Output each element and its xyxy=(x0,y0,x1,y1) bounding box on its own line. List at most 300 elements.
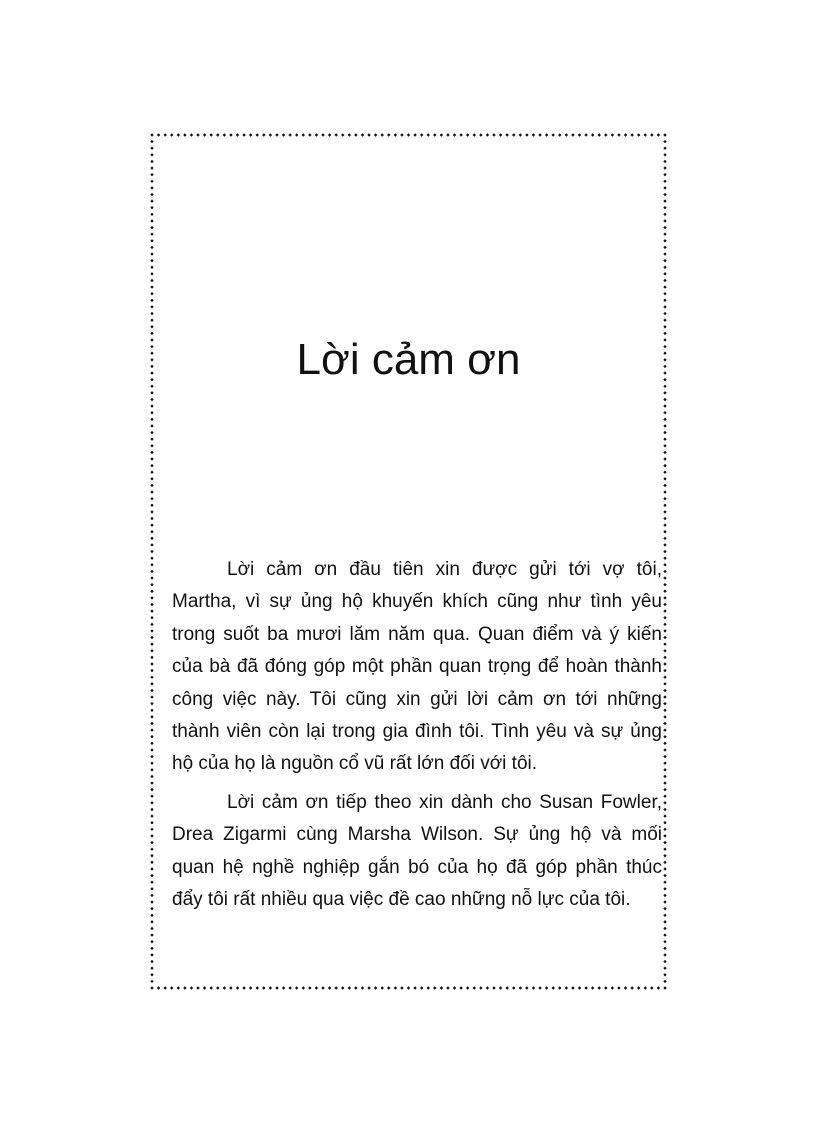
border-dot xyxy=(150,821,153,824)
border-dot xyxy=(150,239,153,242)
border-dot xyxy=(663,775,666,778)
border-dot xyxy=(663,206,666,209)
border-dot xyxy=(663,180,666,183)
border-dot xyxy=(150,550,153,553)
border-dot xyxy=(663,312,666,315)
border-dot xyxy=(663,457,666,460)
acknowledgement-text xyxy=(172,554,662,922)
border-dot xyxy=(663,854,666,857)
border-dot xyxy=(637,986,640,989)
border-dot xyxy=(663,199,666,202)
border-dot xyxy=(663,523,666,526)
border-dot xyxy=(354,133,357,136)
border-dot xyxy=(150,676,153,679)
border-dot xyxy=(591,133,594,136)
border-dot xyxy=(663,530,666,533)
border-dot xyxy=(663,517,666,520)
border-dot xyxy=(302,986,305,989)
border-dot xyxy=(663,874,666,877)
border-dot xyxy=(249,986,252,989)
border-dot xyxy=(459,133,462,136)
border-dot xyxy=(440,133,443,136)
border-dot xyxy=(663,947,666,950)
border-dot xyxy=(663,623,666,626)
border-dot xyxy=(663,219,666,222)
border-dot xyxy=(407,986,410,989)
border-dot xyxy=(663,973,666,976)
border-dot xyxy=(150,867,153,870)
border-dot xyxy=(150,768,153,771)
border-dot xyxy=(315,133,318,136)
border-dot xyxy=(663,596,666,599)
border-dot xyxy=(150,312,153,315)
border-dot xyxy=(663,603,666,606)
border-dot xyxy=(150,285,153,288)
border-dot xyxy=(624,986,627,989)
border-dot xyxy=(256,133,259,136)
border-dot xyxy=(150,563,153,566)
border-dot xyxy=(492,133,495,136)
border-dot xyxy=(150,318,153,321)
border-dot xyxy=(150,576,153,579)
border-dot xyxy=(558,986,561,989)
border-dot xyxy=(203,133,206,136)
border-dot xyxy=(315,986,318,989)
border-dot xyxy=(598,986,601,989)
border-dot xyxy=(663,259,666,262)
border-dot xyxy=(663,398,666,401)
border-dot xyxy=(519,133,522,136)
border-dot xyxy=(512,986,515,989)
border-dot xyxy=(295,133,298,136)
border-dot xyxy=(663,814,666,817)
border-dot xyxy=(663,742,666,745)
border-dot xyxy=(584,986,587,989)
border-dot xyxy=(348,986,351,989)
border-dot xyxy=(216,986,219,989)
border-dot xyxy=(269,986,272,989)
border-dot xyxy=(150,636,153,639)
border-dot xyxy=(150,173,153,176)
border-dot xyxy=(150,722,153,725)
border-dot xyxy=(209,133,212,136)
border-dot xyxy=(177,986,180,989)
border-dot xyxy=(617,133,620,136)
border-dot xyxy=(170,133,173,136)
border-dot xyxy=(150,451,153,454)
border-dot xyxy=(663,484,666,487)
border-dot xyxy=(663,834,666,837)
border-dot xyxy=(663,537,666,540)
border-dot xyxy=(150,874,153,877)
border-dot xyxy=(558,133,561,136)
border-dot xyxy=(663,504,666,507)
border-dot xyxy=(663,147,666,150)
border-dot xyxy=(663,437,666,440)
border-dot xyxy=(663,781,666,784)
border-dot xyxy=(150,325,153,328)
border-dot xyxy=(367,133,370,136)
border-dot xyxy=(420,133,423,136)
border-dot xyxy=(565,986,568,989)
border-dot xyxy=(663,431,666,434)
border-dot xyxy=(150,755,153,758)
border-dot xyxy=(150,517,153,520)
border-dot xyxy=(591,986,594,989)
border-dot xyxy=(150,556,153,559)
border-dot xyxy=(275,133,278,136)
border-dot xyxy=(150,398,153,401)
border-dot xyxy=(348,133,351,136)
border-dot xyxy=(150,960,153,963)
border-dot xyxy=(663,980,666,983)
border-dot xyxy=(584,133,587,136)
border-dot xyxy=(453,986,456,989)
border-dot xyxy=(663,709,666,712)
border-dot xyxy=(663,543,666,546)
border-dot xyxy=(400,133,403,136)
border-dot xyxy=(663,272,666,275)
border-dot xyxy=(387,986,390,989)
border-dot xyxy=(150,404,153,407)
border-dot xyxy=(663,246,666,249)
border-dot xyxy=(150,616,153,619)
border-dot xyxy=(150,854,153,857)
border-dot xyxy=(446,986,449,989)
border-dot xyxy=(288,986,291,989)
border-dot xyxy=(367,986,370,989)
border-dot xyxy=(183,986,186,989)
border-dot xyxy=(150,147,153,150)
border-dot xyxy=(663,629,666,632)
border-dot xyxy=(150,206,153,209)
border-dot xyxy=(663,556,666,559)
border-dot xyxy=(578,133,581,136)
border-dot xyxy=(473,986,476,989)
border-dot xyxy=(334,986,337,989)
border-dot xyxy=(663,669,666,672)
border-dot xyxy=(663,252,666,255)
border-dot xyxy=(505,986,508,989)
border-dot xyxy=(663,166,666,169)
border-dot xyxy=(630,986,633,989)
border-dot xyxy=(282,133,285,136)
border-dot xyxy=(150,742,153,745)
border-dot xyxy=(334,133,337,136)
border-dot xyxy=(308,986,311,989)
border-dot xyxy=(150,543,153,546)
border-dot xyxy=(394,986,397,989)
border-dot xyxy=(321,133,324,136)
border-dot xyxy=(150,219,153,222)
border-dot xyxy=(663,676,666,679)
border-dot xyxy=(630,133,633,136)
border-dot xyxy=(150,305,153,308)
border-dot xyxy=(446,133,449,136)
border-dot xyxy=(663,920,666,923)
border-dot xyxy=(663,590,666,593)
border-dot xyxy=(578,986,581,989)
border-dot xyxy=(275,986,278,989)
border-dot xyxy=(604,133,607,136)
border-dot xyxy=(663,576,666,579)
border-dot xyxy=(663,933,666,936)
border-dot xyxy=(545,986,548,989)
border-dot xyxy=(262,986,265,989)
border-dot xyxy=(663,160,666,163)
border-dot xyxy=(150,583,153,586)
border-dot xyxy=(150,391,153,394)
border-dot xyxy=(150,788,153,791)
border-dot xyxy=(663,801,666,804)
border-dot xyxy=(150,623,153,626)
border-dot xyxy=(453,133,456,136)
border-dot xyxy=(150,180,153,183)
border-dot xyxy=(499,986,502,989)
border-dot xyxy=(433,986,436,989)
border-dot xyxy=(525,986,528,989)
border-dot xyxy=(663,761,666,764)
border-dot xyxy=(663,828,666,831)
border-dot xyxy=(663,986,666,989)
border-dot xyxy=(598,133,601,136)
border-dot xyxy=(150,497,153,500)
border-dot xyxy=(663,715,666,718)
border-dot xyxy=(466,986,469,989)
border-dot xyxy=(663,867,666,870)
border-dot xyxy=(150,973,153,976)
border-dot xyxy=(150,431,153,434)
border-dot xyxy=(150,947,153,950)
border-dot xyxy=(282,986,285,989)
border-dot xyxy=(663,497,666,500)
border-dot xyxy=(663,232,666,235)
border-dot xyxy=(203,986,206,989)
border-dot xyxy=(663,748,666,751)
border-dot xyxy=(551,133,554,136)
border-dot xyxy=(150,193,153,196)
border-dot xyxy=(150,490,153,493)
border-dot xyxy=(150,953,153,956)
border-dot xyxy=(400,986,403,989)
border-dot xyxy=(663,795,666,798)
border-dot xyxy=(486,133,489,136)
border-dot xyxy=(413,133,416,136)
border-dot xyxy=(380,133,383,136)
border-dot xyxy=(663,391,666,394)
border-dot xyxy=(150,927,153,930)
border-dot xyxy=(150,160,153,163)
border-dot xyxy=(663,583,666,586)
border-dot xyxy=(427,133,430,136)
border-dot xyxy=(663,451,666,454)
border-dot xyxy=(150,186,153,189)
border-dot xyxy=(663,642,666,645)
border-dot xyxy=(150,775,153,778)
border-dot xyxy=(302,133,305,136)
border-dot xyxy=(150,570,153,573)
border-dot xyxy=(663,649,666,652)
border-dot xyxy=(341,133,344,136)
border-dot xyxy=(150,695,153,698)
border-dot xyxy=(486,986,489,989)
border-dot xyxy=(519,986,522,989)
border-dot xyxy=(663,966,666,969)
border-dot xyxy=(361,133,364,136)
border-dot xyxy=(663,940,666,943)
border-dot xyxy=(242,133,245,136)
border-dot xyxy=(157,133,160,136)
border-dot xyxy=(150,642,153,645)
border-dot xyxy=(150,424,153,427)
border-dot xyxy=(663,239,666,242)
border-dot xyxy=(150,292,153,295)
border-dot xyxy=(663,424,666,427)
border-dot xyxy=(387,133,390,136)
border-dot xyxy=(663,914,666,917)
border-dot xyxy=(150,530,153,533)
border-dot xyxy=(663,404,666,407)
border-dot xyxy=(374,133,377,136)
border-dot xyxy=(505,133,508,136)
border-dot xyxy=(256,986,259,989)
border-dot xyxy=(663,728,666,731)
border-dot xyxy=(249,133,252,136)
border-dot xyxy=(663,292,666,295)
border-dot xyxy=(663,755,666,758)
border-dot xyxy=(150,259,153,262)
border-dot xyxy=(150,966,153,969)
border-dot xyxy=(663,318,666,321)
border-dot xyxy=(663,847,666,850)
border-dot xyxy=(374,986,377,989)
border-dot xyxy=(617,986,620,989)
border-dot xyxy=(663,808,666,811)
border-dot xyxy=(190,986,193,989)
border-dot xyxy=(644,986,647,989)
border-dot xyxy=(150,299,153,302)
paragraph-2: Lời cảm ơn tiếp theo xin dành cho Susan Fowler, Drea Zigarmi cùng Marsha Wilson. Sự ủng hộ và mối quan hệ nghề nghiệp gắn bó của họ đã góp phần thúc đẩy tôi rất nhiều qua việc đề cao những nỗ lực của tôi. xyxy=(172,791,662,911)
border-dot xyxy=(545,133,548,136)
border-dot xyxy=(150,689,153,692)
border-dot xyxy=(150,537,153,540)
border-dot xyxy=(663,299,666,302)
border-dot xyxy=(663,418,666,421)
border-dot xyxy=(150,232,153,235)
border-dot xyxy=(611,986,614,989)
border-dot xyxy=(663,305,666,308)
border-dot xyxy=(413,986,416,989)
border-dot xyxy=(150,477,153,480)
border-dot xyxy=(229,133,232,136)
border-dot xyxy=(177,133,180,136)
border-dot xyxy=(663,953,666,956)
border-dot xyxy=(663,616,666,619)
border-dot xyxy=(663,609,666,612)
border-dot xyxy=(663,900,666,903)
border-dot xyxy=(354,986,357,989)
border-dot xyxy=(223,133,226,136)
border-dot xyxy=(190,133,193,136)
border-dot xyxy=(663,226,666,229)
border-dot xyxy=(163,986,166,989)
border-dot xyxy=(663,570,666,573)
border-dot xyxy=(663,656,666,659)
border-dot xyxy=(479,133,482,136)
border-dot xyxy=(150,510,153,513)
border-dot xyxy=(644,133,647,136)
border-dot xyxy=(150,702,153,705)
border-dot xyxy=(492,986,495,989)
border-dot xyxy=(150,669,153,672)
border-dot xyxy=(209,986,212,989)
border-dot xyxy=(650,986,653,989)
border-dot xyxy=(183,133,186,136)
border-dot xyxy=(150,828,153,831)
border-dot xyxy=(150,656,153,659)
border-dot xyxy=(150,213,153,216)
border-dot xyxy=(551,986,554,989)
border-dot xyxy=(663,266,666,269)
border-dot xyxy=(150,814,153,817)
border-dot xyxy=(150,940,153,943)
border-dot xyxy=(295,986,298,989)
border-dot xyxy=(663,662,666,665)
border-dot xyxy=(571,133,574,136)
border-dot xyxy=(262,133,265,136)
border-dot xyxy=(663,213,666,216)
border-dot xyxy=(663,563,666,566)
border-dot xyxy=(663,464,666,467)
border-dot xyxy=(150,887,153,890)
border-dot xyxy=(663,193,666,196)
border-dot xyxy=(150,920,153,923)
border-dot xyxy=(150,861,153,864)
border-dot xyxy=(663,140,666,143)
border-dot xyxy=(663,768,666,771)
border-dot xyxy=(380,986,383,989)
border-dot xyxy=(663,821,666,824)
border-dot xyxy=(150,781,153,784)
border-dot xyxy=(150,715,153,718)
border-dot xyxy=(163,133,166,136)
border-dot xyxy=(604,986,607,989)
border-dot xyxy=(269,133,272,136)
border-dot xyxy=(150,246,153,249)
dotted-frame xyxy=(149,132,668,991)
border-dot xyxy=(663,490,666,493)
border-dot xyxy=(150,933,153,936)
border-dot xyxy=(571,986,574,989)
border-dot xyxy=(433,133,436,136)
border-dot xyxy=(150,847,153,850)
border-dot xyxy=(663,722,666,725)
border-dot xyxy=(150,834,153,837)
border-dot xyxy=(150,735,153,738)
border-dot xyxy=(150,801,153,804)
border-dot xyxy=(532,986,535,989)
border-dot xyxy=(663,927,666,930)
border-dot xyxy=(427,986,430,989)
border-dot xyxy=(321,986,324,989)
border-dot xyxy=(150,279,153,282)
border-dot xyxy=(663,325,666,328)
border-dot xyxy=(328,133,331,136)
border-dot xyxy=(150,980,153,983)
border-dot xyxy=(663,279,666,282)
border-dot xyxy=(663,861,666,864)
border-dot xyxy=(150,609,153,612)
